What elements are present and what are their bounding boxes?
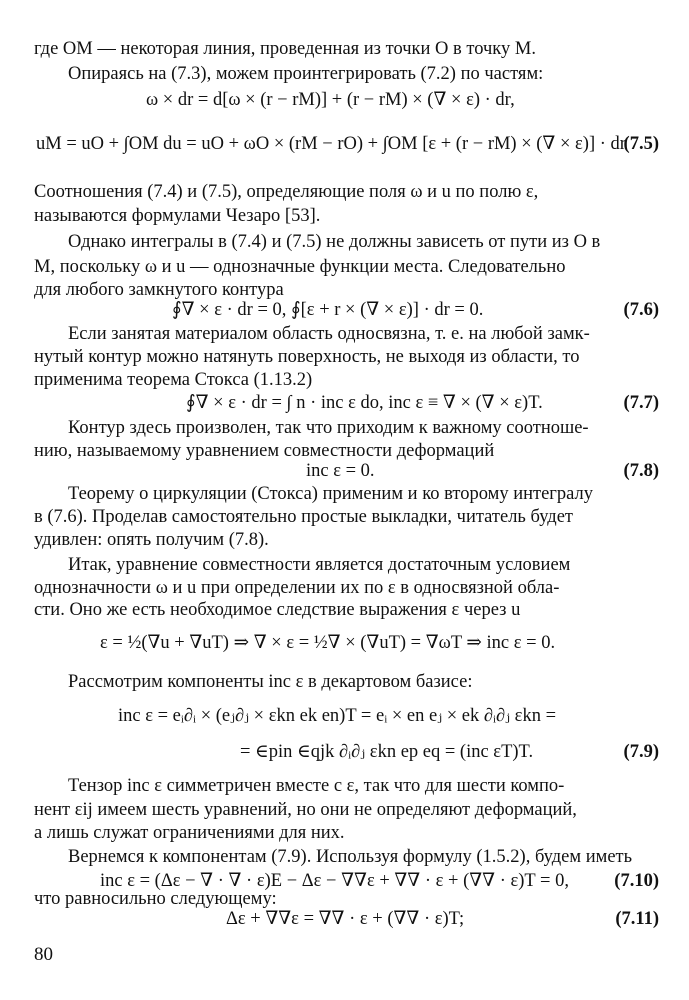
text-line: Если занятая материалом область односвязна, т. е. на любой замк-	[68, 324, 590, 344]
text-line: M, поскольку ω и u — однозначные функции места. Следовательно	[34, 257, 566, 277]
text-line: Контур здесь произволен, так что приходим к важному соотноше-	[68, 418, 589, 438]
equation: inc ε = eᵢ∂ᵢ × (eⱼ∂ⱼ × εkn ek en)T = eᵢ × en eⱼ × ek ∂ᵢ∂ⱼ εkn =	[118, 706, 557, 726]
equation: inc ε = (Δε − ∇ · ∇ · ε)E − Δε − ∇∇ε + ∇∇ · ε + (∇∇ · ε)T = 0,	[100, 871, 569, 891]
text-line: Тензор inc ε симметричен вместе с ε, так что для шести компо-	[68, 776, 565, 796]
equation: ∮∇ × ε · dr = ∫ n · inc ε do, inc ε ≡ ∇ × (∇ × ε)T.	[186, 393, 543, 413]
text-line: нию, называемому уравнением совместности деформаций	[34, 441, 495, 461]
text-line: Итак, уравнение совместности является достаточным условием	[68, 555, 571, 575]
text-line: нент εij имеем шесть уравнений, но они не определяют деформаций,	[34, 800, 577, 820]
equation-number: (7.5)	[623, 134, 659, 154]
text-line: для любого замкнутого контура	[34, 280, 284, 300]
text-line: а лишь служат ограничениями для них.	[34, 823, 345, 843]
equation: uM = uO + ∫OM du = uO + ωO × (rM − rO) + ∫OM [ε + (r − rM) × (∇ × ε)] · dr	[36, 134, 626, 154]
text-line: Вернемся к компонентам (7.9). Используя формулу (1.5.2), будем иметь	[68, 847, 633, 867]
equation-number: (7.7)	[623, 393, 659, 413]
text-line: называются формулами Чезаро [53].	[34, 206, 321, 226]
text-line: что равносильно следующему:	[34, 889, 277, 909]
text-line: Соотношения (7.4) и (7.5), определяющие поля ω и u по полю ε,	[34, 182, 539, 202]
equation: ω × dr = d[ω × (r − rM)] + (r − rM) × (∇ × ε) · dr,	[146, 90, 515, 110]
text-line: сти. Оно же есть необходимое следствие выражения ε через u	[34, 600, 521, 620]
text-line: в (7.6). Проделав самостоятельно простые выкладки, читатель будет	[34, 507, 573, 527]
text-line: Опираясь на (7.3), можем проинтегрировать (7.2) по частям:	[68, 64, 544, 84]
equation: = ∈pin ∈qjk ∂ᵢ∂ⱼ εkn ep eq = (inc εT)T.	[240, 742, 534, 762]
equation: Δε + ∇∇ε = ∇∇ · ε + (∇∇ · ε)T;	[226, 909, 465, 929]
text-line: нутый контур можно натянуть поверхность, не выходя из области, то	[34, 347, 580, 367]
text-line: однозначности ω и u при определении их по ε в односвязной обла-	[34, 578, 560, 598]
text-line: Рассмотрим компоненты inc ε в декартовом базисе:	[68, 672, 473, 692]
page-number: 80	[34, 944, 53, 965]
equation-number: (7.11)	[615, 909, 659, 929]
equation-number: (7.6)	[623, 300, 659, 320]
equation-number: (7.8)	[623, 461, 659, 481]
text-line: где OM — некоторая линия, проведенная из точки O в точку M.	[34, 39, 536, 59]
equation: inc ε = 0.	[306, 461, 375, 481]
equation: ε = ½(∇u + ∇uT) ⇒ ∇ × ε = ½∇ × (∇uT) = ∇ωT ⇒ inc ε = 0.	[100, 633, 556, 653]
text-line: применима теорема Стокса (1.13.2)	[34, 370, 313, 390]
equation-number: (7.10)	[614, 871, 659, 891]
equation-number: (7.9)	[623, 742, 659, 762]
text-line: Теорему о циркуляции (Стокса) применим и ко второму интегралу	[68, 484, 594, 504]
text-line: удивлен: опять получим (7.8).	[34, 530, 269, 550]
text-line: Однако интегралы в (7.4) и (7.5) не должны зависеть от пути из O в	[68, 232, 601, 252]
equation: ∮∇ × ε · dr = 0, ∮[ε + r × (∇ × ε)] · dr = 0.	[172, 300, 484, 320]
